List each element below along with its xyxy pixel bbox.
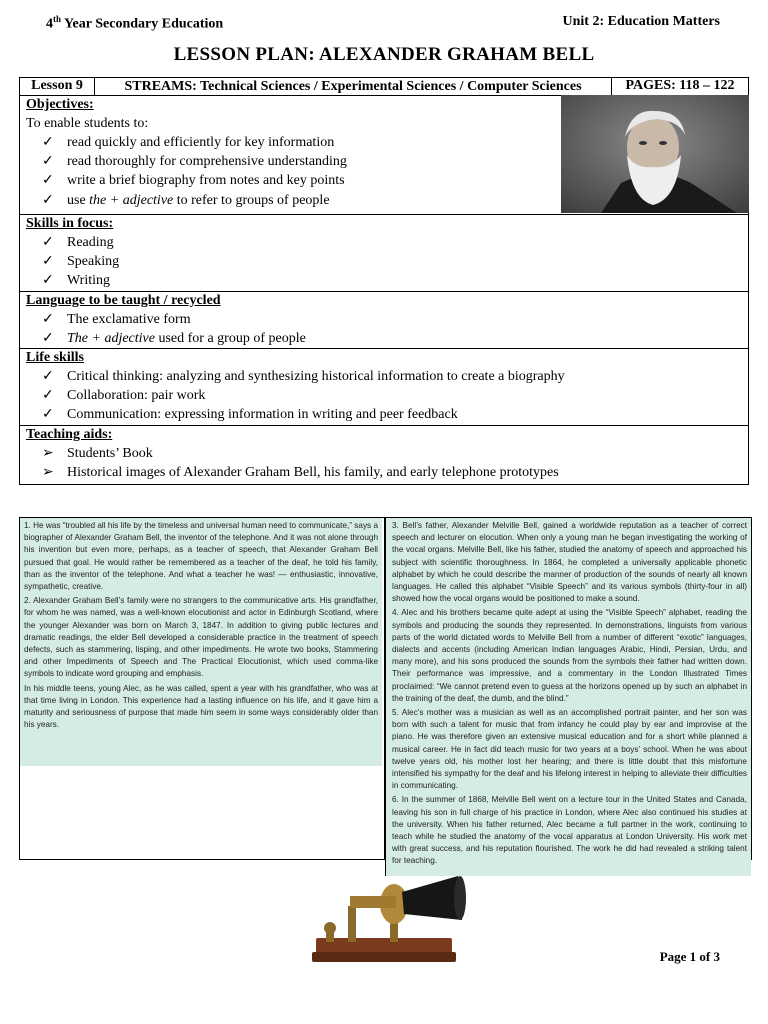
skills-row (20, 215, 749, 292)
skills-title: Skills in focus: (26, 216, 114, 231)
teaching-aids-list (26, 444, 742, 482)
list-item: ✓ Collaboration: pair work (42, 386, 742, 405)
list-item: ➢ Students’ Book (42, 444, 742, 463)
list-item: ✓ use the + adjective to refer to groups of people (42, 191, 748, 210)
page-number: Page 1 of 3 (659, 949, 720, 964)
skills-list (26, 233, 742, 291)
lesson-number: Lesson 9 (20, 78, 95, 96)
lesson-plan-table (19, 77, 749, 485)
reading-column-left (20, 518, 382, 766)
objectives-intro: To enable students to: (26, 116, 149, 131)
life-skills-row (20, 349, 749, 426)
list-item: ✓ Communication: expressing information in writing and peer feedback (42, 405, 742, 424)
list-item: ✓ Critical thinking: analyzing and synthesizing historical information to create a biography (42, 367, 742, 386)
objectives-row (20, 96, 749, 215)
life-skills-title: Life skills (26, 350, 84, 366)
list-item: ✓ Reading (42, 233, 742, 252)
list-item: ✓ read quickly and efficiently for key information (42, 133, 748, 152)
language-list (26, 310, 742, 348)
check-icon: ✓ (42, 407, 54, 423)
language-row (20, 291, 749, 348)
early-telephone-image (290, 866, 476, 972)
reading-text-box (19, 517, 752, 866)
list-item: ✓ Writing (42, 271, 742, 290)
list-item: ✓ The exclamative form (42, 310, 742, 329)
paragraph: 1. He was “troubled all his life by the timeless and universal human need to communicate,” says a biographer of Alexander Graham Bell, the inventor of the telephone. And it was not alone through his invention but even more, perhaps, as a teacher of speech, that Alexander Graham Bell pursued that goal. He would rather be remembered as a teacher of the deaf, he told his family, than as the inventor of the telephone. And what a teacher he was! — enthusiastic, innovative, sympathetic, creative. (24, 521, 378, 592)
info-row (20, 78, 749, 96)
check-icon: ✓ (42, 192, 54, 208)
paragraph: 3. Bell’s father, Alexander Melville Bell, gained a worldwide reputation as a teacher of correct speech and lecturer on elocution. When only a young man he began investigating the working of the vocal organs. Melville Bell, like his father, studied the anatomy of speech and approached his subject with scientific thoroughness. In 1864, he completed a universally applicable phonetic alphabet by which he could describe the manner of production of the sounds of nearly all known languages. He called this alphabet “Visible Speech” and its various symbols (thirty-four in all) showed how the vocal organs would be positioned to make a sound. (392, 521, 747, 604)
list-item: ✓ read thoroughly for comprehensive understanding (42, 152, 748, 171)
list-item: ✓ The + adjective used for a group of people (42, 329, 742, 348)
list-item: ➢ Historical images of Alexander Graham Bell, his family, and early telephone prototypes (42, 463, 742, 482)
streams: STREAMS: Technical Sciences / Experimental Sciences / Computer Sciences (95, 78, 612, 96)
paragraph: 6. In the summer of 1868, Melville Bell went on a lecture tour in the United States and Canada, leaving his son in full charge of his practice in London, where Alec also continued his studies at the university. When his father returned, Alec became a full partner in the work, continuing to teach while he studied the anatomy of the vocal apparatus at London University. His work met with great success, and his reputation flourished. The work he did had revealed a striking talent for teaching. (392, 795, 747, 866)
check-icon: ✓ (42, 330, 54, 346)
arrow-bullet-icon: ➢ (42, 464, 54, 480)
check-icon: ✓ (42, 273, 54, 289)
paragraph: 2. Alexander Graham Bell’s family were no strangers to the communicative arts. His grandfather, for whom he was named, was a well-known elocutionist and actor in Edinburgh Scotland, where the younger Alexander was born on March 3, 1847. In addition to giving public lectures and dramatic readings, the elder Bell developed a considerable practice in the treatment of speech defects, such as stammering, lisping, and other impediments. He wrote two books, Stammering and other Impediments of Speech and The Practical Elocutionist, which used comma-like symbols to indicate word grouping and emphasis. (24, 596, 378, 679)
reading-column-right (385, 518, 751, 876)
paragraph: In his middle teens, young Alec, as he was called, spent a year with his grandfather, who was at that time living in London. This experience had a lasting influence on his life, and it gave him a maturity and seriousness of purpose that made him seem in some ways considerably older than his years. (24, 683, 378, 730)
page-title: LESSON PLAN: ALEXANDER GRAHAM BELL (173, 44, 595, 65)
language-title: Language to be taught / recycled (26, 292, 221, 308)
life-skills-list (26, 367, 742, 425)
check-icon: ✓ (42, 369, 54, 385)
check-icon: ✓ (42, 135, 54, 150)
check-icon: ✓ (42, 154, 54, 170)
check-icon: ✓ (42, 235, 54, 250)
arrow-bullet-icon: ➢ (42, 445, 54, 461)
list-item: ✓ write a brief biography from notes and key points (42, 171, 748, 190)
check-icon: ✓ (42, 254, 54, 270)
list-item: ✓ Speaking (42, 252, 742, 271)
check-icon: ✓ (42, 311, 54, 327)
pages: PAGES: 118 – 122 (612, 78, 749, 96)
header-unit: Unit 2: Education Matters (562, 14, 720, 29)
teaching-aids-row (20, 425, 749, 484)
check-icon: ✓ (42, 173, 54, 189)
paragraph: 5. Alec’s mother was a musician as well as an accomplished portrait painter, and her son was born with such a talent for music that from infancy he could play by ear and improvise at the piano. He was therefore given an extensive musical education and for a short while planned a musical career. He in fact did teach music for two years at a boys’ school. When he was about twelve years old, his mother lost her hearing; and there is little doubt that this misfortune intensified his sympathy for the deaf and his lifelong interest in helping to alleviate their difficulties in communicating. (392, 708, 747, 791)
bell-portrait-photo (561, 95, 749, 213)
teaching-aids-title: Teaching aids: (26, 426, 113, 442)
paragraph: 4. Alec and his brothers became quite adept at using the “Visible Speech” alphabet, reading the symbols and producing the sounds they represented. In demonstrations, linguists from various parts of the world dictated words to Melville Bell from a number of different “exotic” languages, dialects and accents (including American Indian languages Arabic, Hindi, Persian, Urdu, and many more), and his sons produced the sounds from the symbols their father had written down. Their performance was impressive, and a commentary in the London Illustrated Times proclaimed: “We cannot pretend even to guess at the horizons opened up by such an alphabet in the training of the deaf, the dumb, and the blind.” (392, 608, 747, 703)
check-icon: ✓ (42, 388, 54, 404)
objectives-title: Objectives: (26, 97, 94, 112)
header-level: 4th Year Secondary Education (46, 14, 224, 32)
